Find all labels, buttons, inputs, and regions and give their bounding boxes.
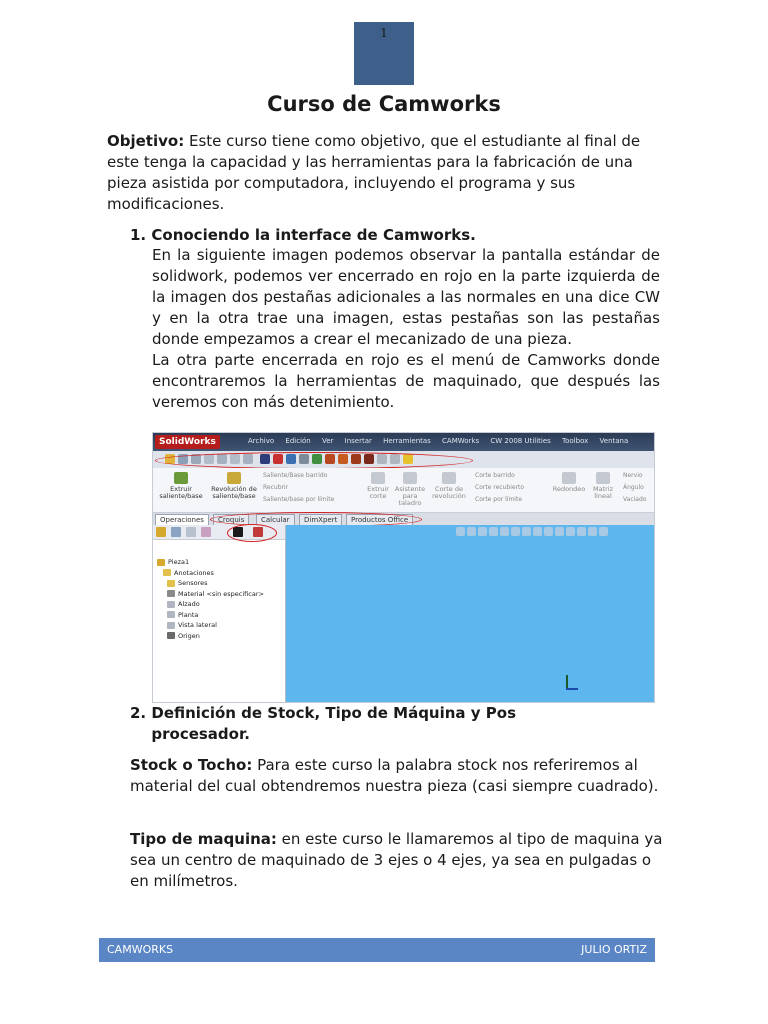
section-view-icon[interactable] [489,527,498,536]
revolve-boss-button[interactable] [209,472,259,500]
pattern-label: Matriz lineal [592,485,614,500]
zoom-area-icon[interactable] [467,527,476,536]
page-number: 1 [380,26,388,40]
feature-tree-icon[interactable] [156,527,166,537]
machine-type-paragraph [130,829,665,892]
feature-tree [157,557,264,641]
property-icon[interactable] [171,527,181,537]
tree-item[interactable] [157,578,264,589]
tree-item[interactable] [157,610,264,621]
fillet-icon [562,472,576,484]
previous-view-icon[interactable] [478,527,487,536]
section1-heading [130,225,670,246]
tree-label: Alzado [178,600,200,608]
menu-archivo[interactable]: Archivo [248,437,275,445]
origin-icon [167,632,175,639]
realview-icon[interactable] [566,527,575,536]
tree-item[interactable] [157,589,264,600]
revolve-cut-label: Corte de revolución [432,485,466,500]
shell-feature[interactable]: Vaciado [623,496,647,503]
section1-paragraph-1: En la siguiente imagen podemos observar la pantalla estándar de solidwork, podemos ver encerrado en rojo en la parte izquierda de la imagen dos pestañas adicionales a las normales en una dice CW y en la otra trae una imagen, estas pestañas son las pestañas donde empezamos a crear el mecanizado de una pieza. [152,246,660,348]
tree-label: Origen [178,631,200,640]
shadows-icon[interactable] [577,527,586,536]
solidworks-logo: SolidWorks [155,435,220,449]
solidworks-screenshot [152,432,655,703]
section2-title: Definición de Stock, Tipo de Máquina y Pos procesador. [151,704,517,743]
machine-type-text: en este curso le llamaremos al tipo de maquina ya sea un centro de maquinado de 3 ejes o 4 ejes, ya sea en pulgadas o en milímetros. [130,830,663,890]
dimxpert-icon[interactable] [201,527,211,537]
menu-insertar[interactable]: Insertar [344,437,372,445]
cut-icon [371,472,385,484]
view-toolbar [456,527,610,538]
display-style-icon[interactable] [511,527,520,536]
origin-axis-y [566,675,568,689]
extrude-label: Extruir saliente/base [159,485,203,500]
graphics-area[interactable] [286,525,655,703]
loft-cut[interactable]: Corte recubierto [475,484,525,491]
tree-label: Anotaciones [174,568,214,577]
ambient-icon[interactable] [588,527,597,536]
tree-label: Pieza1 [168,558,190,566]
boundary-cut[interactable]: Corte por límite [475,496,523,503]
extrude-cut-button[interactable] [365,472,391,500]
intro-text: Este curso tiene como objetivo, que el estudiante al final de este tenga la capacidad y las herramientas para la fabricación de una pieza asistida por computadora, incluyendo el programa y sus modificaciones. [107,132,641,213]
footer-left: CAMWORKS [107,943,174,956]
plane-icon [167,611,175,618]
config-icon[interactable] [186,527,196,537]
stock-paragraph [130,755,665,797]
tree-item[interactable] [157,631,264,642]
menu-camworks[interactable]: CAMWorks [442,437,480,445]
swept-cut[interactable]: Corte barrido [475,472,515,479]
hole-wizard-label: Asistente para taladro [394,485,426,507]
menu-bar [153,433,654,451]
menu-list [248,437,637,445]
feature-manager-panel [153,525,286,703]
tree-label: Planta [178,610,199,619]
menu-toolbox[interactable]: Toolbox [562,437,589,445]
pattern-icon [596,472,610,484]
swept-boss[interactable]: Saliente/Base barrido [263,472,328,479]
sensor-icon [167,580,175,587]
fillet-label: Redondeo [552,485,586,493]
page-number-badge [354,22,414,85]
tree-label: Material <sin especificar> [178,589,264,598]
menu-cw-utilities[interactable]: CW 2008 Utilities [490,437,551,445]
hide-show-icon[interactable] [522,527,531,536]
tab-dimxpert[interactable]: DimXpert [299,514,342,526]
annotation-icon [163,569,171,576]
revolve-icon [227,472,241,484]
machine-type-label: Tipo de maquina: [130,830,277,848]
menu-edicion[interactable]: Edición [285,437,311,445]
boundary-boss[interactable]: Saliente/base por límite [263,496,335,503]
extrude-icon [174,472,188,484]
stock-text: Para este curso la palabra stock nos referiremos al material del cual obtendremos nuestra pieza (casi siempre cuadrado). [130,756,659,795]
zoom-fit-icon[interactable] [456,527,465,536]
scene-icon[interactable] [544,527,553,536]
view-settings-icon[interactable] [555,527,564,536]
section1-body [152,245,660,413]
material-icon [167,590,175,597]
panel-tabs [153,525,285,540]
revolve-cut-button[interactable] [431,472,467,500]
revolve-label: Revolución de saliente/base [211,485,257,500]
perspective-icon[interactable] [599,527,608,536]
tree-item[interactable] [157,599,264,610]
section1-paragraph-2: La otra parte encerrada en rojo es el menú de Camworks donde encontraremos la herramientas de maquinado, que después las veremos con más detenimiento. [152,351,660,411]
rib-feature[interactable]: Nervio [623,472,643,479]
features-ribbon [153,468,654,513]
page-footer [99,938,655,962]
appearance-icon[interactable] [533,527,542,536]
panel-tabs-highlight [227,524,277,542]
tab-productos-office[interactable]: Productos Office [346,514,413,526]
linear-pattern-button[interactable] [589,472,617,500]
section1-number: 1. [130,226,147,244]
tree-item[interactable] [157,557,264,568]
intro-label: Objetivo: [107,132,185,150]
menu-ver[interactable]: Ver [321,437,334,445]
fillet-button[interactable] [551,472,587,493]
menu-herramientas[interactable]: Herramientas [383,437,431,445]
plane-icon [167,601,175,608]
intro-paragraph [107,131,667,215]
menu-ventana[interactable]: Ventana [599,437,629,445]
stock-label: Stock o Tocho: [130,756,253,774]
plane-icon [167,622,175,629]
part-icon [157,559,165,566]
camworks-toolbar-highlight [155,452,473,469]
section2-heading [130,703,670,745]
tab-croquis[interactable]: Croquis [213,514,249,526]
tree-item[interactable] [157,620,264,631]
section2-number: 2. [130,704,147,722]
tree-label: Sensores [178,579,208,587]
tab-calcular[interactable]: Calcular [256,514,295,526]
tree-item[interactable] [157,568,264,579]
extrude-boss-button[interactable] [157,472,205,500]
origin-axis-x [566,688,578,690]
loft-boss[interactable]: Recubrir [263,484,289,491]
draft-feature[interactable]: Ángulo [623,484,644,491]
tree-label: Vista lateral [178,621,217,629]
hole-wizard-button[interactable] [393,472,427,507]
page-title: Curso de Camworks [267,92,501,116]
footer-right: JULIO ORTIZ [581,943,647,956]
view-orientation-icon[interactable] [500,527,509,536]
section1-title: Conociendo la interface de Camworks. [151,226,476,244]
tab-operaciones[interactable]: Operaciones [155,514,209,526]
extrude-cut-label: Extruir corte [367,485,389,500]
hole-icon [403,472,417,484]
revolve-cut-icon [442,472,456,484]
